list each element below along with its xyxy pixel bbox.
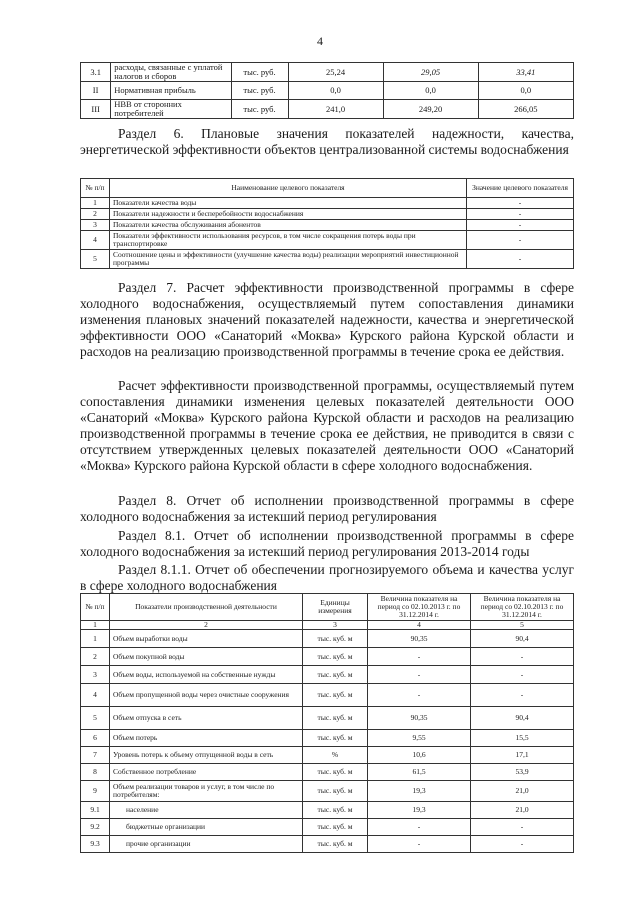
- table-row: [81, 231, 574, 250]
- row-value: 17,1: [471, 747, 574, 764]
- column-number-row: [81, 621, 574, 630]
- table-expenses: [80, 62, 574, 119]
- section6-heading: Раздел 6. Плановые значения показателей надежности, качества, энергетической эффективности объектов централизованной системы водоснабжения: [80, 126, 574, 157]
- table-row: [81, 220, 574, 231]
- table-target-indicators: [80, 178, 574, 269]
- row-value: 90,4: [471, 707, 574, 730]
- row-value: -: [467, 209, 574, 220]
- col-number: 5: [471, 621, 574, 630]
- table-row: [81, 666, 574, 684]
- table-row: [81, 250, 574, 269]
- table-row: [81, 747, 574, 764]
- table-row: [81, 100, 574, 119]
- row-num: 2: [81, 648, 110, 666]
- row-unit: тыс. куб. м: [303, 730, 368, 747]
- row-name: бюджетные организации: [110, 819, 303, 836]
- section7-paragraph-2: Расчет эффективности производственной программы, осуществляемый путем сопоставления динамики изменения целевых показателей деятельности ООО «Санаторий «Моква» Курского района Курской области и расходов на реализацию производственной программы в течение срока ее действия, не приводится в связи с отсутствием утвержденных целевых показателей деятельности ООО «Санаторий «Моква» Курского района Курской области в сфере холодного водоснабжения.: [80, 378, 574, 473]
- row-unit: тыс. куб. м: [303, 707, 368, 730]
- row-name: Нормативная прибыль: [111, 82, 231, 100]
- col-number: 3: [303, 621, 368, 630]
- row-name: Объем отпуска в сеть: [110, 707, 303, 730]
- table-production-report: [80, 593, 574, 853]
- col-number: 1: [81, 621, 110, 630]
- row-name: расходы, связанные с уплатой налогов и сборов: [111, 63, 231, 82]
- header-period-1: Величина показателя на период со 02.10.2013 г. по 31.12.2014 г.: [368, 594, 471, 621]
- row-unit: тыс. куб. м: [303, 836, 368, 853]
- row-value: -: [471, 648, 574, 666]
- section8-heading: Раздел 8. Отчет об исполнении производственной программы в сфере холодного водоснабжения за истекший период регулирования: [80, 493, 574, 524]
- row-unit: тыс. руб.: [231, 100, 288, 119]
- col-number: 2: [110, 621, 303, 630]
- row-value: 241,0: [288, 100, 383, 119]
- row-num: 9.3: [81, 836, 110, 853]
- table-row: [81, 802, 574, 819]
- table-row: [81, 63, 574, 82]
- row-num: 1: [81, 198, 110, 209]
- table-row: [81, 836, 574, 853]
- row-num: 5: [81, 707, 110, 730]
- table-row: [81, 684, 574, 707]
- header-period-2: Величина показателя на период со 02.10.2013 г. по 31.12.2014 г.: [471, 594, 574, 621]
- table-row: [81, 648, 574, 666]
- row-name: население: [110, 802, 303, 819]
- row-value: 249,20: [383, 100, 478, 119]
- row-name: Объем потерь: [110, 730, 303, 747]
- row-name: Показатели качества обслуживания абонентов: [110, 220, 467, 231]
- row-value: 0,0: [288, 82, 383, 100]
- row-value: -: [368, 836, 471, 853]
- header-num: № п/п: [81, 179, 110, 198]
- row-value: 10,6: [368, 747, 471, 764]
- col-number: 4: [368, 621, 471, 630]
- row-value: 0,0: [478, 82, 573, 100]
- table-header-row: [81, 179, 574, 198]
- table-header-row: [81, 594, 574, 621]
- header-value: Значение целевого показателя: [467, 179, 574, 198]
- row-value: 53,9: [471, 764, 574, 781]
- row-unit: тыс. куб. м: [303, 781, 368, 802]
- row-value: 25,24: [288, 63, 383, 82]
- row-name: НВВ от сторонних потребителей: [111, 100, 231, 119]
- row-name: Объем воды, используемой на собственные нужды: [110, 666, 303, 684]
- row-value: 90,35: [368, 630, 471, 648]
- header-num: № п/п: [81, 594, 110, 621]
- row-value: -: [471, 819, 574, 836]
- row-name: прочие организации: [110, 836, 303, 853]
- row-value: 61,5: [368, 764, 471, 781]
- header-unit: Единицы измерения: [303, 594, 368, 621]
- row-unit: тыс. куб. м: [303, 819, 368, 836]
- table-row: [81, 198, 574, 209]
- row-value: 90,35: [368, 707, 471, 730]
- row-value: 29,05: [383, 63, 478, 82]
- row-num: 1: [81, 630, 110, 648]
- table-row: [81, 209, 574, 220]
- table-row: [81, 82, 574, 100]
- row-name: Соотношение цены и эффективности (улучшение качества воды) реализации мероприятий инвестиционной программы: [110, 250, 467, 269]
- row-num: 4: [81, 231, 110, 250]
- row-value: -: [471, 684, 574, 707]
- row-value: -: [368, 684, 471, 707]
- row-unit: тыс. куб. м: [303, 684, 368, 707]
- row-num: 6: [81, 730, 110, 747]
- row-unit: тыс. куб. м: [303, 802, 368, 819]
- row-value: 21,0: [471, 802, 574, 819]
- row-value: 9,55: [368, 730, 471, 747]
- row-unit: %: [303, 747, 368, 764]
- section7-paragraph-1: Раздел 7. Расчет эффективности производственной программы в сфере холодного водоснабжения, осуществляемый путем сопоставления динамики изменения плановых значений показателей надежности, качества и энергетической эффективности ООО «Санаторий «Моква» Курского района Курской области и расходов на реализацию производственной программы в течение срока ее действия.: [80, 280, 574, 359]
- row-value: -: [467, 231, 574, 250]
- row-num: 3: [81, 666, 110, 684]
- row-num: 9: [81, 781, 110, 802]
- table-row: [81, 730, 574, 747]
- row-num: 5: [81, 250, 110, 269]
- row-value: 19,3: [368, 781, 471, 802]
- row-num: 9.1: [81, 802, 110, 819]
- row-unit: тыс. куб. м: [303, 630, 368, 648]
- row-value: 90,4: [471, 630, 574, 648]
- row-num: 8: [81, 764, 110, 781]
- row-num: 3.1: [81, 63, 111, 82]
- row-name: Объем выработки воды: [110, 630, 303, 648]
- section8-1-1-heading: Раздел 8.1.1. Отчет об обеспечении прогнозируемого объема и качества услуг в сфере холодного водоснабжения: [80, 562, 574, 593]
- page-number: 4: [317, 34, 323, 48]
- row-value: -: [368, 666, 471, 684]
- row-value: -: [471, 836, 574, 853]
- row-value: -: [471, 666, 574, 684]
- row-value: -: [467, 220, 574, 231]
- row-unit: тыс. куб. м: [303, 764, 368, 781]
- row-value: 19,3: [368, 802, 471, 819]
- row-num: 4: [81, 684, 110, 707]
- row-value: 0,0: [383, 82, 478, 100]
- row-value: -: [368, 648, 471, 666]
- row-name: Объем реализации товаров и услуг, в том числе по потребителям:: [110, 781, 303, 802]
- row-num: 7: [81, 747, 110, 764]
- row-value: 15,5: [471, 730, 574, 747]
- section8-1-heading: Раздел 8.1. Отчет об исполнении производственной программы в сфере холодного водоснабжения за истекший период регулирования 2013-2014 годы: [80, 528, 574, 559]
- header-indicator: Показатели производственной деятельности: [110, 594, 303, 621]
- table-row: [81, 764, 574, 781]
- row-unit: тыс. руб.: [231, 63, 288, 82]
- row-num: 9.2: [81, 819, 110, 836]
- row-name: Объем покупной воды: [110, 648, 303, 666]
- row-name: Собственное потребление: [110, 764, 303, 781]
- row-num: 2: [81, 209, 110, 220]
- row-num: III: [81, 100, 111, 119]
- row-value: 21,0: [471, 781, 574, 802]
- header-name: Наименование целевого показателя: [110, 179, 467, 198]
- row-name: Показатели эффективности использования ресурсов, в том числе сокращения потерь воды при транспортировке: [110, 231, 467, 250]
- row-num: 3: [81, 220, 110, 231]
- row-value: 33,41: [478, 63, 573, 82]
- row-name: Показатели качества воды: [110, 198, 467, 209]
- row-value: -: [467, 250, 574, 269]
- table-row: [81, 630, 574, 648]
- row-name: Уровень потерь к объему отпущенной воды в сеть: [110, 747, 303, 764]
- row-unit: тыс. куб. м: [303, 648, 368, 666]
- row-value: -: [467, 198, 574, 209]
- row-value: 266,05: [478, 100, 573, 119]
- row-num: II: [81, 82, 111, 100]
- table-row: [81, 781, 574, 802]
- row-name: Объем пропущенной воды через очистные сооружения: [110, 684, 303, 707]
- table-row: [81, 819, 574, 836]
- row-unit: тыс. куб. м: [303, 666, 368, 684]
- table-row: [81, 707, 574, 730]
- row-value: -: [368, 819, 471, 836]
- row-unit: тыс. руб.: [231, 82, 288, 100]
- row-name: Показатели надежности и бесперебойности водоснабжения: [110, 209, 467, 220]
